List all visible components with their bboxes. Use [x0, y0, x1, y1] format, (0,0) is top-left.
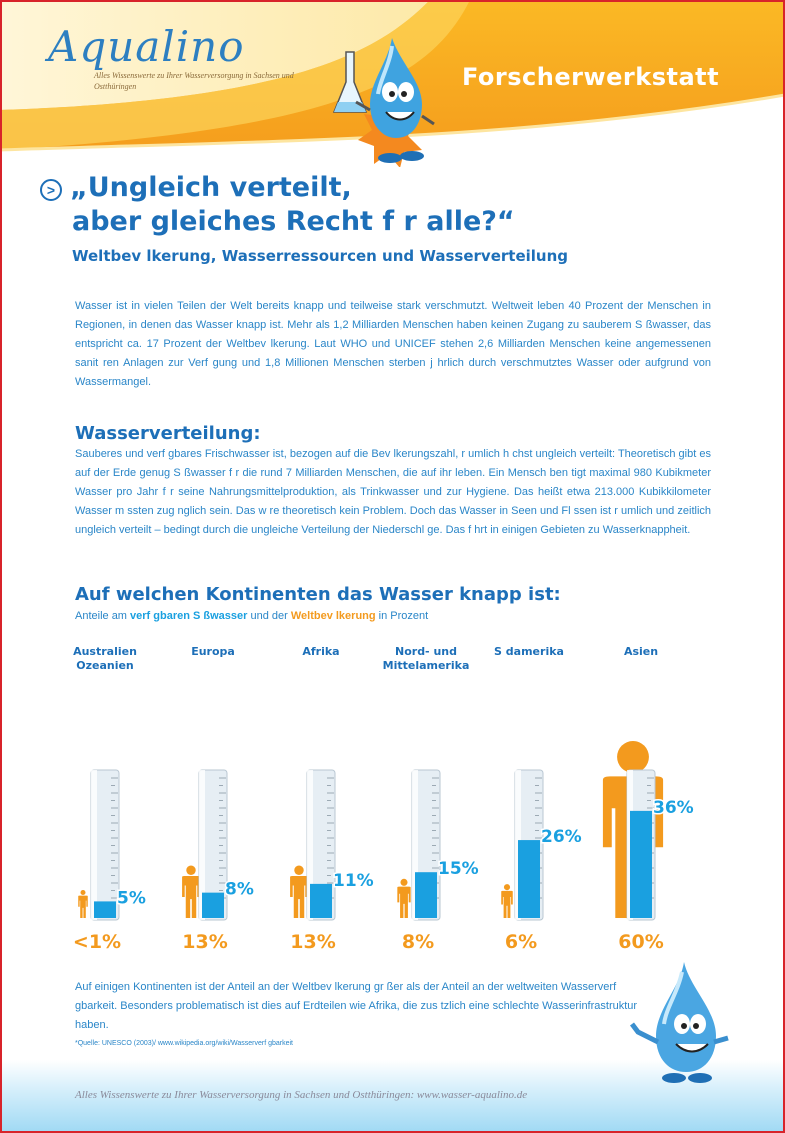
header-banner: [0, 0, 785, 170]
water-value-label: 8%: [225, 879, 254, 900]
legend-population: Weltbev lkerung: [290, 610, 376, 622]
conclusion-paragraph: Auf einigen Kontinenten ist der Anteil an der Weltbev lkerung gr ßer als der Anteil an der weltweiten Wasserverf gbarkeit. Besonders problematisch ist dies auf Erdteilen wie Afrika, die zus tzlich eine schlechte Wasserinfrastruktur haben.: [75, 981, 638, 1031]
population-person-mark: [397, 879, 410, 918]
population-person-mark: [290, 866, 308, 918]
population-value-label: 6%: [504, 931, 538, 953]
water-value-label: 5%: [117, 888, 146, 909]
legend-prefix: Anteile am: [75, 610, 131, 622]
category-label: Asien: [623, 645, 659, 658]
population-value-label: 13%: [290, 931, 336, 953]
chart-legend: [75, 610, 428, 622]
population-person-mark: [78, 890, 88, 918]
banner-title: Forscherwerkstatt: [462, 63, 720, 91]
aqualino-logo: Aqualino: [48, 22, 245, 71]
source-note: *Quelle: UNESCO (2003)/ www.wikipedia.org/wiki/Wasserverf gbarkeit: [75, 1040, 293, 1047]
water-value-label: 26%: [541, 827, 582, 848]
distribution-paragraph: Sauberes und verf gbares Frischwasser ist, bezogen auf die Bev lkerungszahl, r umlich h chst ungleich verteilt: Theoretisch gibt es auf der Erde genug S ßwasser f r die rund 7 Milliarden Menschen, die auf ihr leben. Ein Mensch ben tigt maximal 980 Kubikmeter Wasser pro Jahr f r seine Nahrungsmittelproduktion, als Trinkwasser und zur Hygiene. Das heißt etwa 213.000 Kubikkilometer Wasser m ssten zug nglich sein. Das w re theoretisch kein Problem. Doch das Wasser in Seen und Fl ssen ist r umlich und zeitlich ungleich verteilt – bedingt durch die ungleiche Verteilung der Niederschl ge. Das f hrt in einigen Gebieten zu Wasserknappheit.: [75, 448, 711, 536]
continent-group: [501, 770, 581, 953]
population-value-label: 60%: [618, 931, 664, 953]
population-value-label: 13%: [182, 931, 228, 953]
legend-suffix: in Prozent: [375, 610, 429, 622]
legend-water: verf gbaren S ßwasser: [130, 610, 248, 622]
page-title-line1: „Ungleich verteilt,: [70, 172, 352, 203]
water-bar: [415, 872, 437, 918]
water-bar: [310, 884, 332, 918]
category-label: Afrika: [302, 645, 340, 658]
chevron-right-icon: >: [40, 179, 62, 201]
page-subtitle: Weltbev lkerung, Wasserressourcen und Wasserverteilung: [72, 247, 568, 265]
logo-tagline: Alles Wissenswerte zu Ihrer Wasserversorgung in Sachsen und Ostthüringen: [94, 71, 294, 91]
mascot-waterdrop-icon: [624, 958, 754, 1093]
water-value-label: 15%: [438, 859, 479, 880]
population-value-label: 8%: [401, 931, 435, 953]
population-person-mark: [501, 884, 513, 918]
water-bar: [630, 811, 652, 918]
intro-paragraph: Wasser ist in vielen Teilen der Welt bereits knapp und teilweise stark verschmutzt. Weltweit leben 40 Prozent der Menschen in Regionen, in denen das Wasser knapp ist. Mehr als 1,2 Milliarden Menschen haben keinen Zugang zu sauberem S ßwasser, das entspricht ca. 17 Prozent der Weltbev lkerung. Laut WHO und UNICEF stehen 2,6 Milliarden Menschen keine angemessenen sanit ren Anlagen zur Verf gung und 1,8 Millionen Menschen sterben j hrlich durch verschmutztes Wasser oder aufgrund von Wassermangel.: [75, 300, 711, 388]
water-value-label: 36%: [653, 797, 694, 818]
water-bar: [518, 840, 540, 918]
continent-group: [397, 770, 478, 953]
continent-group: [603, 741, 694, 953]
section-heading-distribution: Wasserverteilung:: [75, 423, 261, 444]
water-population-chart: [0, 660, 785, 970]
footer-text: Alles Wissenswerte zu Ihrer Wasserversorgung in Sachsen und Ostthüringen: www.wasser-aqualino.de: [75, 1089, 528, 1101]
legend-mid: und der: [247, 610, 291, 622]
continent-group: [73, 770, 146, 953]
water-value-label: 11%: [333, 870, 374, 891]
chart-heading: Auf welchen Kontinenten das Wasser knapp ist:: [75, 584, 561, 605]
continent-group: [182, 770, 254, 953]
page-title-line2: aber gleiches Recht f r alle?“: [72, 206, 515, 237]
water-bar: [94, 901, 116, 918]
category-label: Nord- und Mittelamerika: [382, 645, 470, 672]
water-bar: [202, 893, 224, 918]
category-label: Australien Ozeanien: [73, 645, 137, 672]
category-label: Europa: [191, 645, 235, 658]
category-label: S damerika: [494, 645, 564, 658]
population-value-label: <1%: [72, 931, 122, 953]
population-person-mark: [182, 866, 200, 918]
continent-group: [290, 770, 374, 953]
